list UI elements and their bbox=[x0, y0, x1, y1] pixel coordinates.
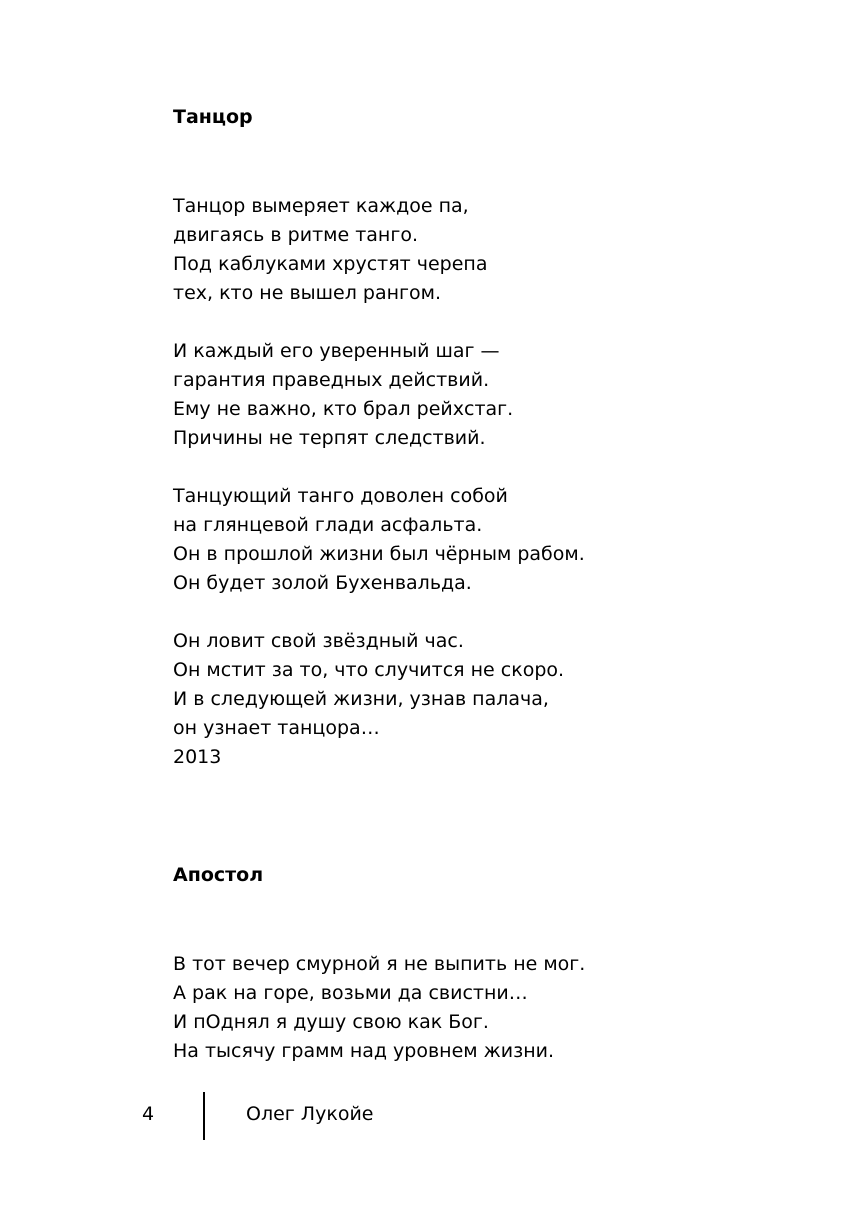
poem-line: Ему не важно, кто брал рейхстаг. bbox=[173, 398, 514, 420]
poem-title-tancor: Танцор bbox=[173, 106, 253, 128]
poem-line: Он ловит свой звёздный час. bbox=[173, 630, 464, 652]
page-number: 4 bbox=[142, 1103, 155, 1125]
poem-line: гарантия праведных действий. bbox=[173, 369, 490, 391]
poem-line: Он мстит за то, что случится не скоро. bbox=[173, 659, 565, 681]
poem-line: Причины не терпят следствий. bbox=[173, 427, 486, 449]
stanza bbox=[173, 337, 585, 453]
footer-divider bbox=[203, 1092, 205, 1140]
poem-line: на глянцевой глади асфальта. bbox=[173, 514, 483, 536]
poem-line: А рак на горе, возьми да свистни… bbox=[173, 982, 528, 1004]
poem-line: он узнает танцора… bbox=[173, 717, 380, 739]
poem-line: Он будет золой Бухенвальда. bbox=[173, 572, 472, 594]
poem-line: Под каблуками хрустят черепа bbox=[173, 253, 488, 275]
poem-line: Он в прошлой жизни был чёрным рабом. bbox=[173, 543, 585, 565]
poem-body-tancor bbox=[173, 192, 585, 772]
poem-line: тех, кто не вышел рангом. bbox=[173, 282, 442, 304]
poem-title-apostol: Апостол bbox=[173, 864, 264, 886]
stanza bbox=[173, 192, 585, 308]
stanza bbox=[173, 482, 585, 598]
poem-year: 2013 bbox=[173, 746, 222, 768]
poem-line: Танцующий танго доволен собой bbox=[173, 485, 508, 507]
poem-line: И пОднял я душу свою как Бог. bbox=[173, 1011, 489, 1033]
poem-line: На тысячу грамм над уровнем жизни. bbox=[173, 1040, 555, 1062]
poem-line: В тот вечер смурной я не выпить не мог. bbox=[173, 953, 586, 975]
poem-body-apostol bbox=[173, 950, 585, 1066]
stanza bbox=[173, 950, 585, 1066]
running-footer-author: Олег Лукойе bbox=[246, 1103, 374, 1125]
poem-line: И каждый его уверенный шаг — bbox=[173, 340, 500, 362]
poem-line: И в следующей жизни, узнав палача, bbox=[173, 688, 549, 710]
stanza bbox=[173, 627, 585, 772]
poem-line: Танцор вымеряет каждое па, bbox=[173, 195, 469, 217]
poem-line: двигаясь в ритме танго. bbox=[173, 224, 418, 246]
